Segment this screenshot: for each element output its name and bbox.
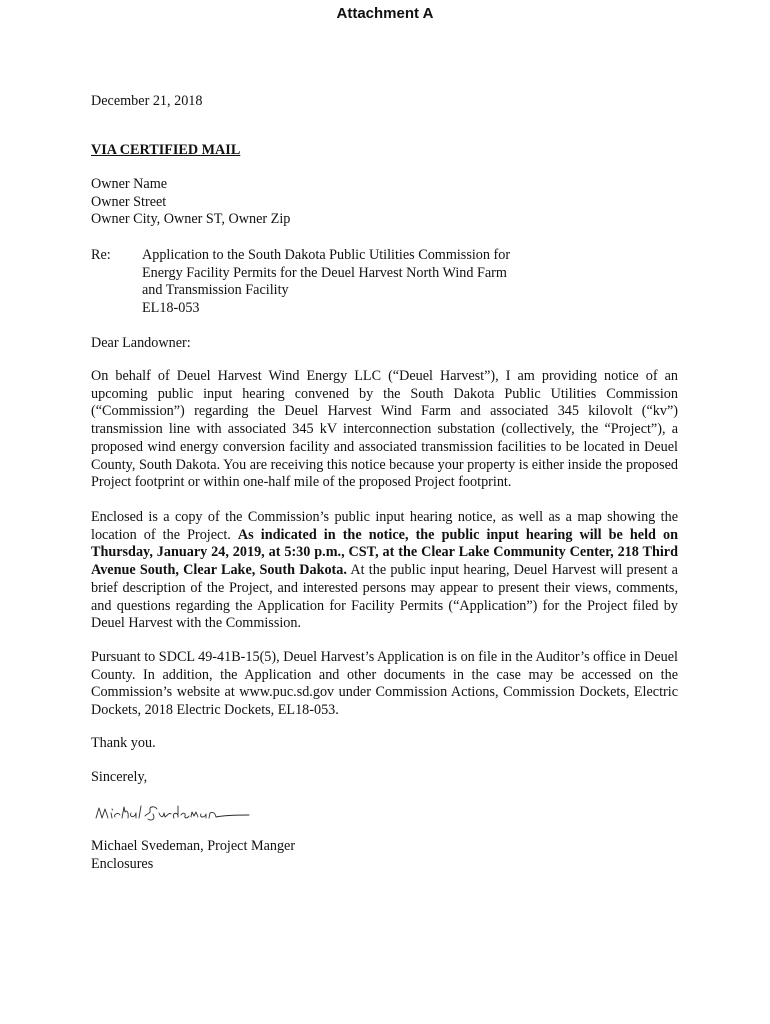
recipient-address [91,176,678,229]
closing: Sincerely, [91,769,148,785]
signer-name: Michael Svedeman, Project Manger [91,838,296,854]
recipient-city: Owner City, Owner ST, Owner Zip [91,211,291,228]
paragraph-application: Pursuant to SDCL 49-41B-15(5), Deuel Harvest’s Application is on file in the Auditor’s office in Deuel County. In addition, the Application and other documents in the case may be accessed on the Commission’s website at www.puc.sd.gov under Commission Actions, Commission Dockets, Electric Dockets, 2018 Electric Dockets, EL18-053. [91,649,678,719]
re-line: and Transmission Facility [142,282,289,299]
handwritten-signature [93,798,253,826]
delivery-method: VIA CERTIFIED MAIL [91,142,241,158]
recipient-street: Owner Street [91,193,167,210]
re-line: EL18-053 [142,300,200,317]
re-line: Application to the South Dakota Public Utilities Commission for [142,247,511,263]
hearing-details: As indicated in the notice, the public input hearing will be held on Thursday, January 24, 2019, at 5:30 p.m., CST, at the Clear Lake Community Center, 218 Third Avenue South, Clear Lake, South Dakota. [91,526,678,579]
re-subject [142,247,612,318]
paragraph-notice: On behalf of Deuel Harvest Wind Energy LLC (“Deuel Harvest”), I am providing notice of an upcoming public input hearing convened by the South Dakota Public Utilities Commission (“Commission”) regarding the Deuel Harvest Wind Farm and associated 345 kilovolt (“kv”) transmission line with associated 345 kV interconnection substation (collectively, the “Project”), a proposed wind energy conversion facility and associated transmission facilities to be located in Deuel County, South Dakota. You are receiving this notice because your property is either inside the proposed Project footprint or within one-half mile of the proposed Project footprint. [91,368,678,491]
re-label: Re: [91,247,111,263]
enclosures: Enclosures [91,855,154,872]
paragraph-hearing-intro: Enclosed is a copy of the Commission’s public input hearing notice, as well as a map showing the location of the Project. [91,509,678,543]
salutation: Dear Landowner: [91,335,191,351]
paragraph-hearing [91,509,678,633]
re-block [91,247,678,319]
re-line: Energy Facility Permits for the Deuel Harvest North Wind Farm [142,264,507,281]
recipient-name: Owner Name [91,176,168,192]
attachment-title: Attachment A [336,5,434,22]
letter-date: December 21, 2018 [91,93,203,109]
paragraph-hearing-rest: At the public input hearing, Deuel Harvest will present a brief description of the Project, and interested persons may appear to present their views, comments, and questions regarding the Application for Facility Permits (“Application”) for the Project filed by Deuel Harvest with the Commission. [91,562,678,632]
thanks: Thank you. [91,735,156,751]
signer-block [91,838,678,873]
